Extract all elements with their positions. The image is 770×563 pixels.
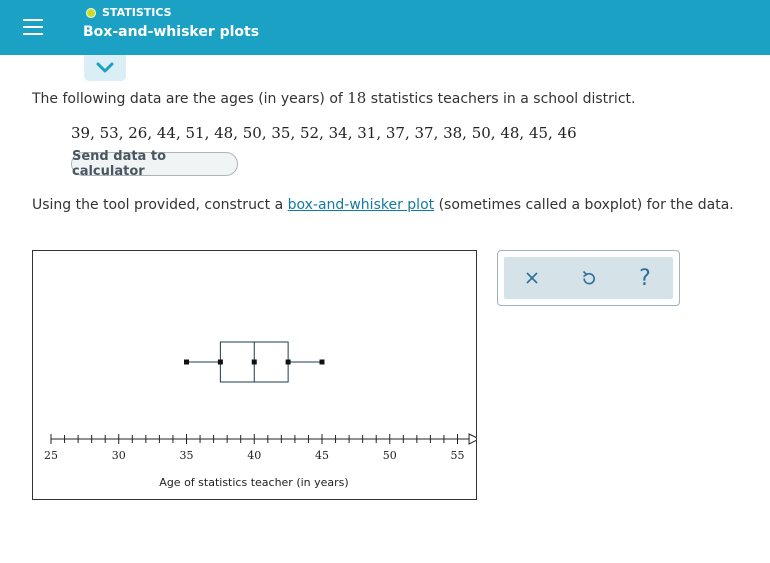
tick-label: 25	[44, 449, 58, 462]
tick-label: 35	[179, 449, 194, 462]
toolbox	[497, 250, 680, 306]
toolbox-panel	[504, 257, 673, 299]
problem-intro	[32, 89, 635, 107]
axis-arrow-icon	[469, 434, 476, 444]
status-dot-icon	[86, 8, 96, 18]
boxplot-chart[interactable]	[33, 251, 476, 499]
tick-label: 40	[247, 449, 262, 462]
median-handle[interactable]	[252, 360, 257, 365]
header-bar	[0, 0, 770, 55]
undo-button[interactable]	[574, 263, 604, 293]
data-values: 39, 53, 26, 44, 51, 48, 50, 35, 52, 34, 31, 37, 37, 38, 50, 48, 45, 46	[71, 124, 577, 142]
tick-label: 55	[450, 449, 465, 462]
data-count: 18	[347, 89, 367, 107]
menu-icon[interactable]	[14, 10, 52, 46]
intro-text-after: statistics teachers in a school district.	[366, 91, 636, 107]
tick-label: 45	[315, 449, 329, 462]
instruction-after: (sometimes called a boxplot) for the data.	[434, 197, 734, 213]
max-handle[interactable]	[320, 360, 325, 365]
instruction-text	[32, 197, 734, 213]
instruction-before: Using the tool provided, construct a	[32, 197, 288, 213]
chevron-down-icon	[95, 61, 115, 75]
boxplot-link[interactable]: box-and-whisker plot	[287, 197, 435, 213]
help-button[interactable]: ?	[639, 265, 651, 291]
page-title: Box-and-whisker plots	[83, 24, 260, 40]
q1-handle[interactable]	[218, 360, 223, 365]
undo-icon	[580, 269, 598, 287]
q3-handle[interactable]	[286, 360, 291, 365]
x-icon	[525, 271, 539, 285]
topic-category: STATISTICS	[102, 6, 172, 19]
tick-label: 30	[111, 449, 126, 462]
tick-label: 50	[382, 449, 397, 462]
x-axis-label: Age of statistics teacher (in years)	[159, 476, 349, 489]
min-handle[interactable]	[184, 360, 189, 365]
expand-button[interactable]	[84, 55, 126, 81]
intro-text-before: The following data are the ages (in years) of	[32, 91, 348, 107]
send-data-button[interactable]: Send data to calculator	[71, 152, 238, 176]
clear-button[interactable]	[517, 263, 547, 293]
boxplot-tool-area[interactable]	[32, 250, 477, 500]
